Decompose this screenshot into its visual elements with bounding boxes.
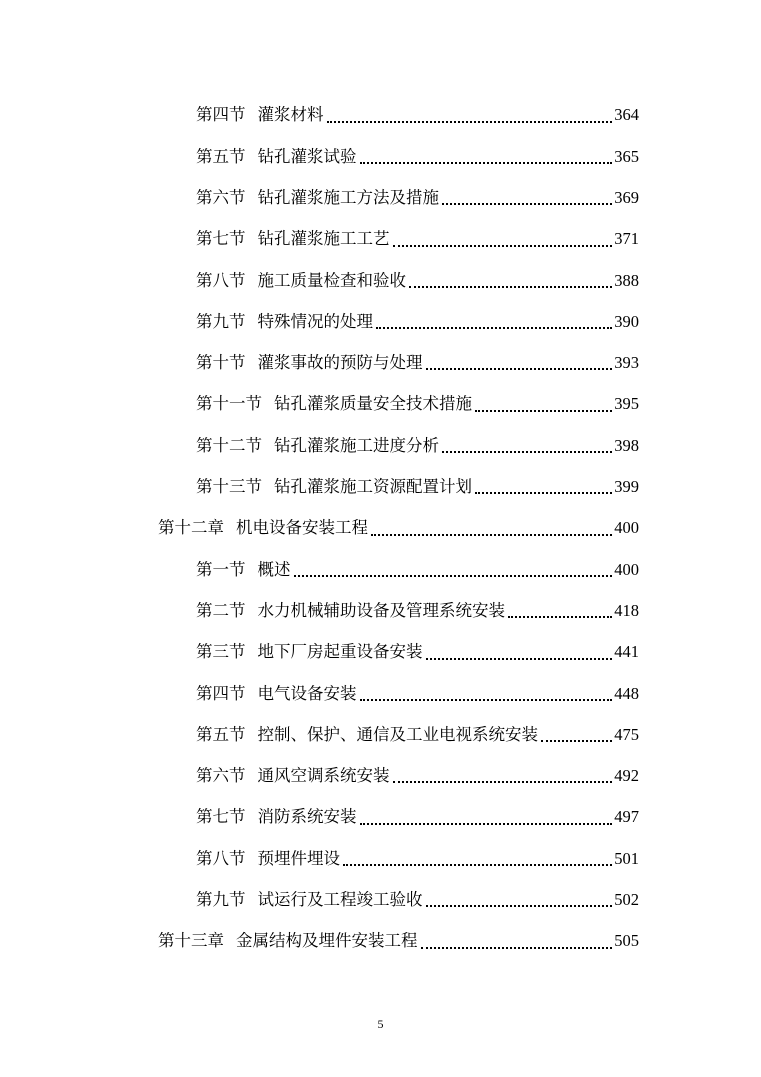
toc-entry-page: 400	[614, 559, 639, 579]
toc-entry-title: 钻孔灌浆施工方法及措施	[257, 187, 439, 207]
toc-entry-title: 水力机械辅助设备及管理系统安装	[257, 600, 505, 620]
dot-leader	[409, 286, 612, 288]
toc-entry-page: 400	[614, 518, 639, 538]
toc-entry-number: 第十二节	[196, 435, 262, 455]
toc-entry-number: 第十三章	[158, 931, 224, 951]
dot-leader	[327, 121, 613, 123]
table-of-contents	[0, 95, 761, 962]
toc-entry	[0, 797, 639, 838]
toc-entry-number: 第十三节	[196, 477, 262, 497]
dot-leader	[360, 162, 613, 164]
toc-entry-page: 371	[614, 229, 639, 249]
toc-entry-title: 特殊情况的处理	[257, 311, 373, 331]
toc-entry-title: 灌浆材料	[257, 105, 324, 125]
toc-entry-title: 灌浆事故的预防与处理	[257, 353, 423, 373]
toc-entry-page: 369	[614, 187, 639, 207]
toc-entry-number: 第五节	[196, 146, 246, 166]
toc-entry-page: 364	[614, 105, 639, 125]
dot-leader	[426, 368, 613, 370]
toc-entry-title: 试运行及工程竣工验收	[257, 890, 423, 910]
toc-entry-page: 393	[614, 353, 639, 373]
dot-leader	[421, 947, 613, 949]
toc-entry-page: 388	[614, 270, 639, 290]
toc-entry-title: 控制、保护、通信及工业电视系统安装	[257, 724, 538, 744]
dot-leader	[442, 451, 612, 453]
toc-entry	[0, 384, 639, 425]
toc-entry-number: 第四节	[196, 105, 246, 125]
toc-entry	[0, 756, 639, 797]
toc-entry-number: 第三节	[196, 642, 246, 662]
toc-entry-title: 钻孔灌浆试验	[257, 146, 357, 166]
toc-entry-page: 399	[614, 477, 639, 497]
toc-entry-number: 第十一节	[196, 394, 262, 414]
toc-chapter-entry	[0, 921, 639, 962]
toc-entry-page: 418	[614, 600, 639, 620]
toc-entry-page: 395	[614, 394, 639, 414]
dot-leader	[294, 575, 613, 577]
toc-entry	[0, 714, 639, 755]
toc-entry-title: 通风空调系统安装	[257, 766, 390, 786]
dot-leader	[475, 492, 612, 494]
toc-entry	[0, 549, 639, 590]
page-number: 5	[377, 1017, 384, 1031]
toc-entry	[0, 260, 639, 301]
dot-leader	[376, 327, 612, 329]
toc-entry	[0, 343, 639, 384]
toc-entry-page: 505	[614, 931, 639, 951]
toc-entry-number: 第十二章	[158, 518, 224, 538]
dot-leader	[475, 410, 612, 412]
toc-entry-page: 398	[614, 435, 639, 455]
toc-entry-number: 第一节	[196, 559, 246, 579]
dot-leader	[393, 781, 613, 783]
toc-entry-page: 365	[614, 146, 639, 166]
toc-entry-title: 地下厂房起重设备安装	[257, 642, 423, 662]
dot-leader	[343, 864, 612, 866]
toc-entry-title: 概述	[257, 559, 291, 579]
toc-entry-page: 492	[614, 766, 639, 786]
toc-entry-number: 第六节	[196, 766, 246, 786]
toc-entry-number: 第二节	[196, 600, 246, 620]
dot-leader	[393, 245, 613, 247]
toc-entry-title: 钻孔灌浆施工进度分析	[274, 435, 439, 455]
toc-entry	[0, 880, 639, 921]
toc-entry-page: 448	[614, 683, 639, 703]
toc-chapter-entry	[0, 508, 639, 549]
toc-entry	[0, 591, 639, 632]
toc-entry-title: 金属结构及埋件安装工程	[236, 931, 418, 951]
toc-entry	[0, 838, 639, 879]
dot-leader	[426, 905, 613, 907]
toc-entry-title: 电气设备安装	[257, 683, 357, 703]
toc-entry-title: 预埋件埋设	[257, 848, 340, 868]
toc-entry	[0, 467, 639, 508]
toc-entry	[0, 673, 639, 714]
toc-entry-title: 钻孔灌浆质量安全技术措施	[274, 394, 472, 414]
toc-entry	[0, 219, 639, 260]
toc-entry	[0, 136, 639, 177]
toc-entry-title: 机电设备安装工程	[236, 518, 368, 538]
toc-entry-number: 第四节	[196, 683, 246, 703]
dot-leader	[371, 534, 612, 536]
dot-leader	[541, 740, 612, 742]
toc-entry-page: 390	[614, 311, 639, 331]
dot-leader	[426, 658, 613, 660]
dot-leader	[508, 616, 612, 618]
toc-entry	[0, 301, 639, 342]
toc-entry-number: 第九节	[196, 311, 246, 331]
toc-entry-title: 消防系统安装	[257, 807, 357, 827]
dot-leader	[360, 823, 613, 825]
dot-leader	[442, 203, 612, 205]
toc-entry-page: 497	[614, 807, 639, 827]
toc-entry-number: 第八节	[196, 270, 246, 290]
toc-entry-number: 第五节	[196, 724, 246, 744]
toc-entry-number: 第七节	[196, 807, 246, 827]
dot-leader	[360, 699, 613, 701]
toc-entry-title: 钻孔灌浆施工工艺	[257, 229, 390, 249]
toc-entry	[0, 425, 639, 466]
toc-entry-number: 第九节	[196, 890, 246, 910]
toc-entry	[0, 178, 639, 219]
toc-entry-page: 441	[614, 642, 639, 662]
toc-entry-number: 第八节	[196, 848, 246, 868]
toc-entry-page: 475	[614, 724, 639, 744]
toc-entry	[0, 95, 639, 136]
toc-entry-number: 第十节	[196, 353, 246, 373]
toc-entry-title: 钻孔灌浆施工资源配置计划	[274, 477, 472, 497]
toc-entry	[0, 632, 639, 673]
toc-entry-page: 502	[614, 890, 639, 910]
toc-entry-page: 501	[614, 848, 639, 868]
toc-entry-number: 第七节	[196, 229, 246, 249]
toc-entry-number: 第六节	[196, 187, 246, 207]
toc-entry-title: 施工质量检查和验收	[257, 270, 406, 290]
